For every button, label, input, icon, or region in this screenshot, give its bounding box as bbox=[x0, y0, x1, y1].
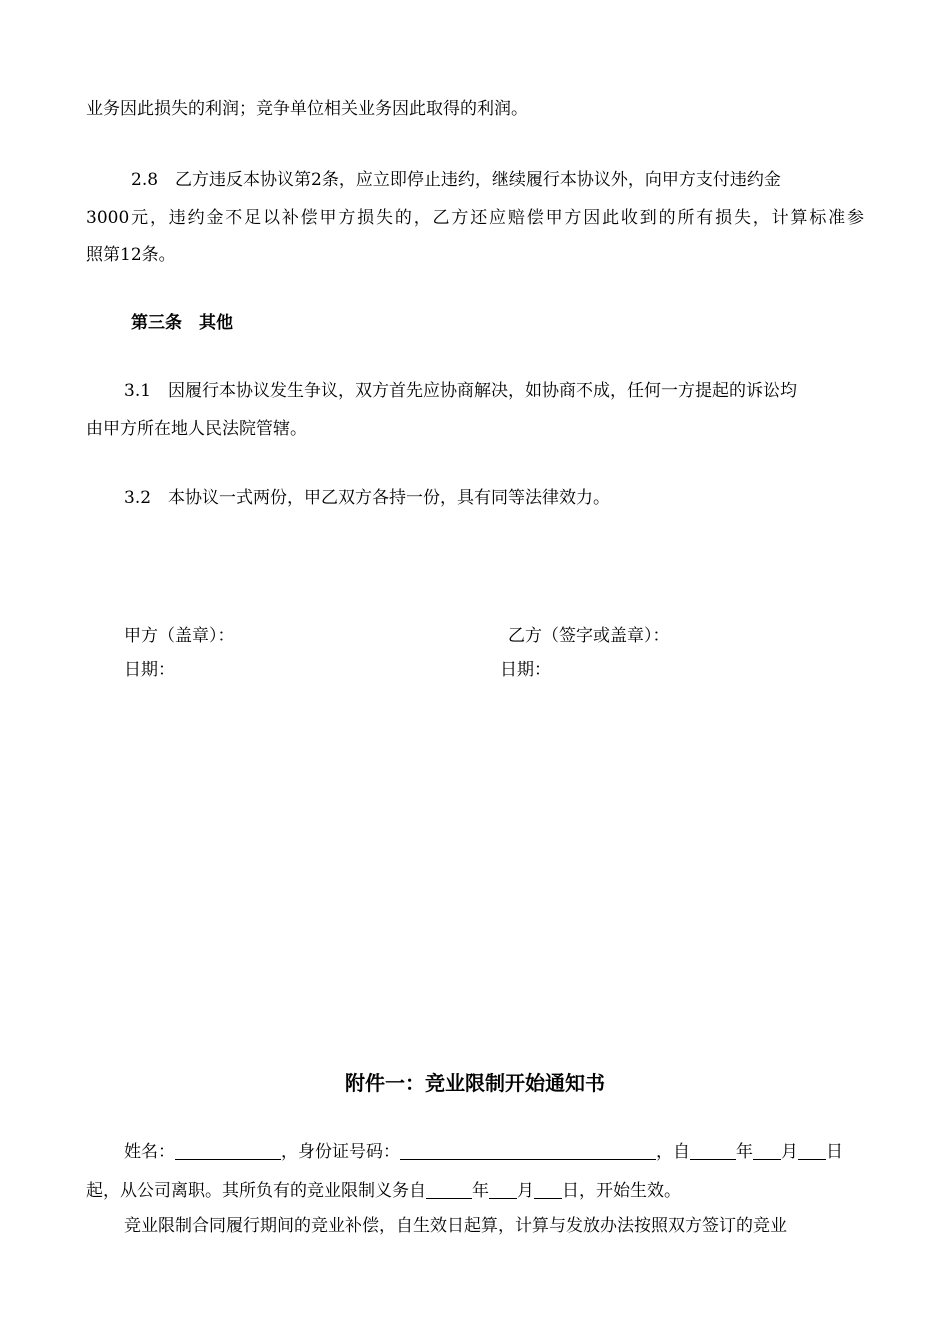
year-label: 年 bbox=[736, 1142, 753, 1162]
party-b-seal-label: 乙方（签字或盖章）： bbox=[508, 626, 670, 646]
line2-start: 起，从公司离职。其所负有的竞业限制义务自 bbox=[86, 1181, 426, 1201]
party-a-date-label: 日期： bbox=[124, 660, 175, 680]
name-label: 姓名： bbox=[124, 1142, 175, 1162]
clause-2-8-line-3: 照第12条。 bbox=[86, 245, 176, 265]
month-label: 月 bbox=[781, 1142, 798, 1162]
clause-3-2: 3.2 本协议一式两份，甲乙双方各持一份，具有同等法律效力。 bbox=[124, 488, 611, 508]
clause-2-7-tail: 业务因此损失的利润；竞争单位相关业务因此取得的利润。 bbox=[86, 99, 528, 119]
leave-month-blank[interactable] bbox=[753, 1141, 781, 1160]
name-blank[interactable] bbox=[175, 1141, 281, 1160]
clause-2-8-line-2: 3000元，违约金不足以补偿甲方损失的，乙方还应赔偿甲方因此收到的所有损失，计算标准参 bbox=[86, 208, 864, 228]
year-label-2: 年 bbox=[472, 1181, 489, 1201]
id-number-blank[interactable] bbox=[400, 1141, 656, 1160]
notice-line-1 bbox=[124, 1140, 843, 1164]
month-label-2: 月 bbox=[517, 1181, 534, 1201]
line2-end: ，开始生效。 bbox=[579, 1181, 681, 1201]
article-3-title: 第三条 其他 bbox=[131, 313, 233, 333]
party-b-date-label: 日期： bbox=[500, 660, 551, 680]
from-label: ，自 bbox=[656, 1142, 690, 1162]
day-label: 日 bbox=[826, 1142, 843, 1162]
leave-year-blank[interactable] bbox=[690, 1141, 736, 1160]
notice-line-3: 竞业限制合同履行期间的竞业补偿，自生效日起算，计算与发放办法按照双方签订的竞业 bbox=[124, 1216, 787, 1236]
clause-3-1-line-1: 3.1 因履行本协议发生争议，双方首先应协商解决，如协商不成，任何一方提起的诉讼均 bbox=[124, 381, 798, 401]
notice-line-2 bbox=[86, 1179, 681, 1203]
effective-year-blank[interactable] bbox=[426, 1180, 472, 1199]
clause-3-1-line-2: 由甲方所在地人民法院管辖。 bbox=[86, 419, 307, 439]
effective-month-blank[interactable] bbox=[489, 1180, 517, 1199]
party-a-seal-label: 甲方（盖章）： bbox=[124, 626, 235, 646]
effective-day-blank[interactable] bbox=[534, 1180, 562, 1199]
clause-2-8-line-1: 2.8 乙方违反本协议第2条，应立即停止违约，继续履行本协议外，向甲方支付违约金 bbox=[131, 170, 781, 190]
appendix-title: 附件一：竞业限制开始通知书 bbox=[345, 1071, 605, 1095]
day-label-2: 日 bbox=[562, 1181, 579, 1201]
leave-day-blank[interactable] bbox=[798, 1141, 826, 1160]
id-label: ，身份证号码： bbox=[281, 1142, 400, 1162]
